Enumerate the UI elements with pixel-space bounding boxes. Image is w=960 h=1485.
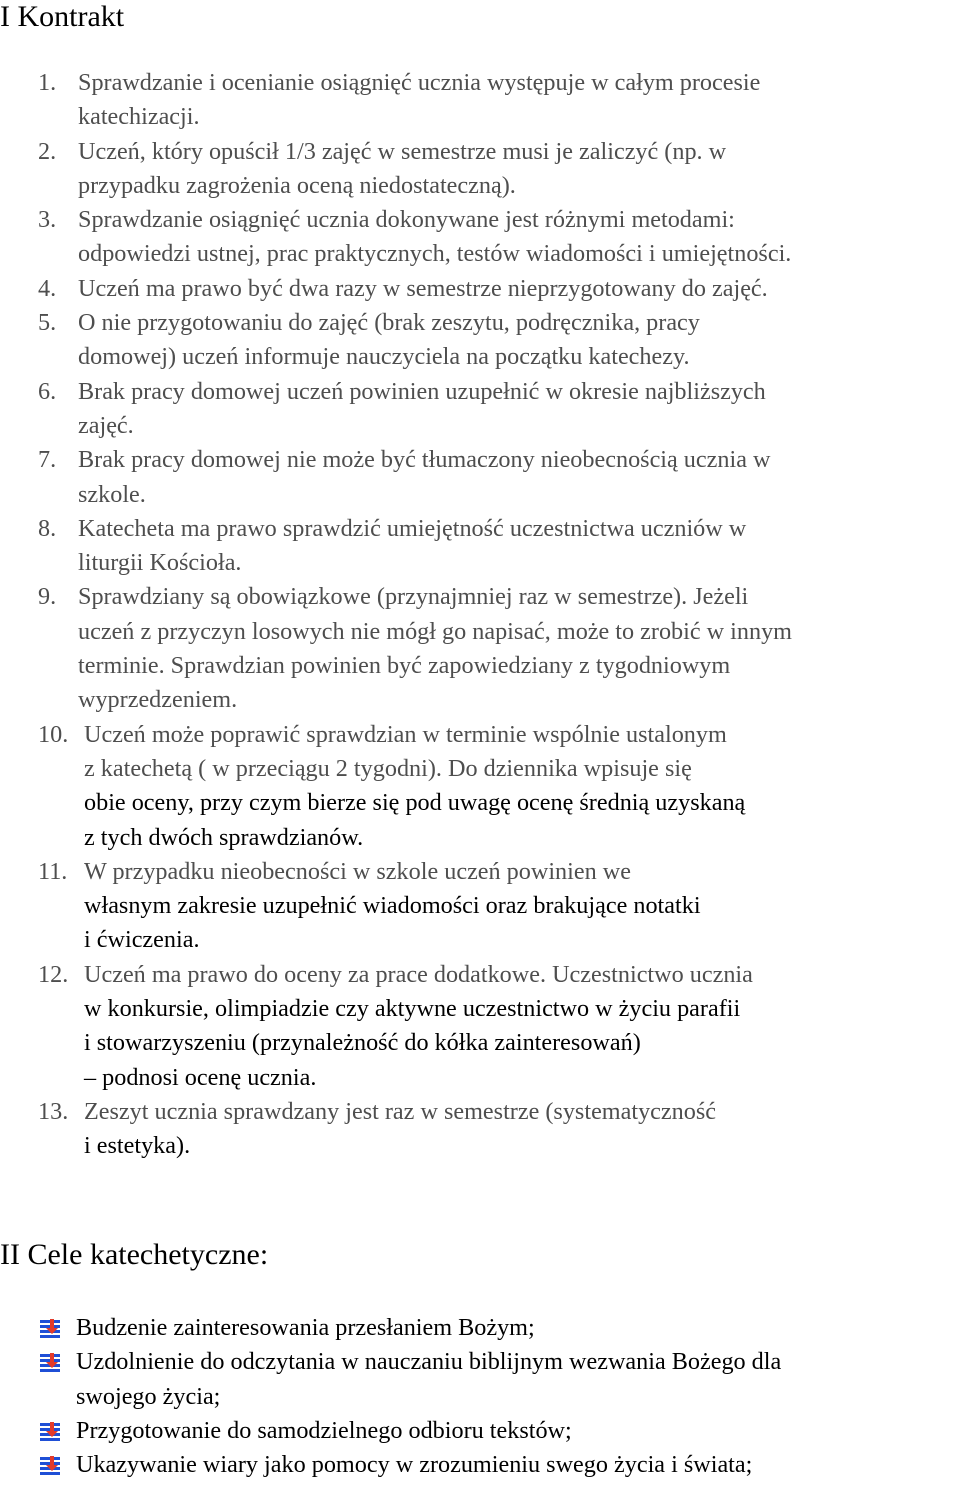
item-text-line: Zeszyt ucznia sprawdzany jest raz w semestrze (systematyczność: [84, 1097, 716, 1125]
item-text-line: W przypadku nieobecności w szkole uczeń powinien we: [84, 857, 631, 885]
list-item: [0, 306, 960, 375]
item-text-line: Uczeń ma prawo być dwa razy w semestrze nieprzygotowany do zajęć.: [78, 274, 768, 302]
item-text-line: katechizacji.: [78, 103, 200, 131]
item-text-line: Ukazywanie wiary jako pomocy w zrozumieniu swego życia i świata;: [76, 1451, 753, 1479]
item-number: 10.: [38, 720, 69, 748]
list-item: [0, 958, 960, 1095]
item-number: 2.: [38, 137, 57, 165]
item-text-line: Katecheta ma prawo sprawdzić umiejętność uczestnictwa uczniów w: [78, 514, 747, 542]
item-text-line: szkole.: [78, 480, 146, 508]
item-text-line: z katechetą ( w przeciągu 2 tygodni). Do dziennika wpisuje się: [84, 754, 692, 782]
stacked-bars-arrow-icon: [40, 1422, 64, 1442]
item-text-line: i ćwiczenia.: [84, 926, 200, 954]
item-number: 8.: [38, 514, 57, 542]
item-text-line: Sprawdzanie i ocenianie osiągnięć ucznia występuje w całym procesie: [78, 69, 761, 96]
item-text-line: Uczeń ma prawo do oceny za prace dodatkowe. Uczestnictwo ucznia: [84, 960, 753, 988]
item-number: 6.: [38, 377, 57, 405]
item-text-line: Uczeń, który opuścił 1/3 zajęć w semestrze musi je zaliczyć (np. w: [78, 137, 727, 165]
item-text-line: – podnosi ocenę ucznia.: [84, 1063, 317, 1091]
item-number: 7.: [38, 446, 57, 474]
item-text-line: Budzenie zainteresowania przesłaniem Bożym;: [76, 1314, 535, 1341]
item-text-line: O nie przygotowaniu do zajęć (brak zeszytu, podręcznika, pracy: [78, 309, 700, 337]
item-text-line: przypadku zagrożenia oceną niedostateczną).: [78, 171, 516, 199]
list-item: [0, 718, 960, 855]
item-text-line: uczeń z przyczyn losowych nie mógł go napisać, może to zrobić w innym: [78, 617, 792, 645]
list-item: [0, 66, 960, 135]
item-text-line: swojego życia;: [76, 1382, 221, 1410]
item-text-line: Uczeń może poprawić sprawdzian w terminie wspólnie ustalonym: [84, 720, 727, 748]
list-item: [0, 203, 960, 272]
item-text-line: własnym zakresie uzupełnić wiadomości oraz brakujące notatki: [84, 892, 701, 920]
list-item: [0, 1095, 960, 1164]
list-item: [0, 1448, 960, 1482]
list-item: [0, 1345, 960, 1414]
section-heading-cele: II Cele katechetyczne:: [0, 1238, 269, 1271]
item-text-line: obie oceny, przy czym bierze się pod uwagę ocenę średnią uzyskaną: [84, 789, 746, 817]
item-text-line: i estetyka).: [84, 1132, 191, 1160]
stacked-bars-arrow-icon: [40, 1353, 64, 1373]
item-text-line: domowej) uczeń informuje nauczyciela na początku katechezy.: [78, 343, 690, 371]
item-number: 9.: [38, 583, 57, 611]
list-item: [0, 580, 960, 717]
list-item: [0, 375, 960, 444]
list-item: [0, 1311, 960, 1345]
list-item: [0, 135, 960, 204]
item-text-line: Przygotowanie do samodzielnego odbioru tekstów;: [76, 1416, 572, 1444]
item-text-line: odpowiedzi ustnej, prac praktycznych, testów wiadomości i umiejętności.: [78, 240, 792, 268]
item-text-line: wyprzedzeniem.: [78, 686, 238, 714]
item-text-line: w konkursie, olimpiadzie czy aktywne uczestnictwo w życiu parafii: [84, 995, 741, 1023]
item-text-line: zajęć.: [78, 411, 134, 439]
item-number: 4.: [38, 274, 57, 302]
section-heading-kontrakt: I Kontrakt: [0, 0, 125, 33]
item-number: 12.: [38, 960, 69, 988]
list-item: [0, 1414, 960, 1448]
item-number: 3.: [38, 206, 57, 234]
list-item: [0, 512, 960, 581]
item-number: 5.: [38, 309, 57, 337]
item-text-line: Brak pracy domowej uczeń powinien uzupełnić w okresie najbliższych: [78, 377, 766, 405]
stacked-bars-arrow-icon: [40, 1456, 64, 1476]
item-text-line: Sprawdziany są obowiązkowe (przynajmniej raz w semestrze). Jeżeli: [78, 583, 749, 611]
item-text-line: Sprawdzanie osiągnięć ucznia dokonywane jest różnymi metodami:: [78, 206, 735, 234]
list-item: [0, 272, 960, 306]
item-number: 11.: [38, 857, 68, 885]
item-number: 13.: [38, 1097, 69, 1125]
item-text-line: liturgii Kościoła.: [78, 549, 242, 577]
item-text-line: Uzdolnienie do odczytania w nauczaniu biblijnym wezwania Bożego dla: [76, 1348, 782, 1376]
item-number: 1.: [38, 69, 57, 96]
stacked-bars-arrow-icon: [40, 1319, 64, 1339]
item-text-line: z tych dwóch sprawdzianów.: [84, 823, 364, 851]
list-item: [0, 443, 960, 512]
goals-bullet-list: [0, 1311, 960, 1482]
item-text-line: Brak pracy domowej nie może być tłumaczony nieobecnością ucznia w: [78, 446, 771, 474]
item-text-line: i stowarzyszeniu (przynależność do kółka zainteresowań): [84, 1029, 641, 1057]
contract-numbered-list: [0, 66, 960, 1164]
item-text-line: terminie. Sprawdzian powinien być zapowiedziany z tygodniowym: [78, 652, 731, 680]
list-item: [0, 855, 960, 958]
